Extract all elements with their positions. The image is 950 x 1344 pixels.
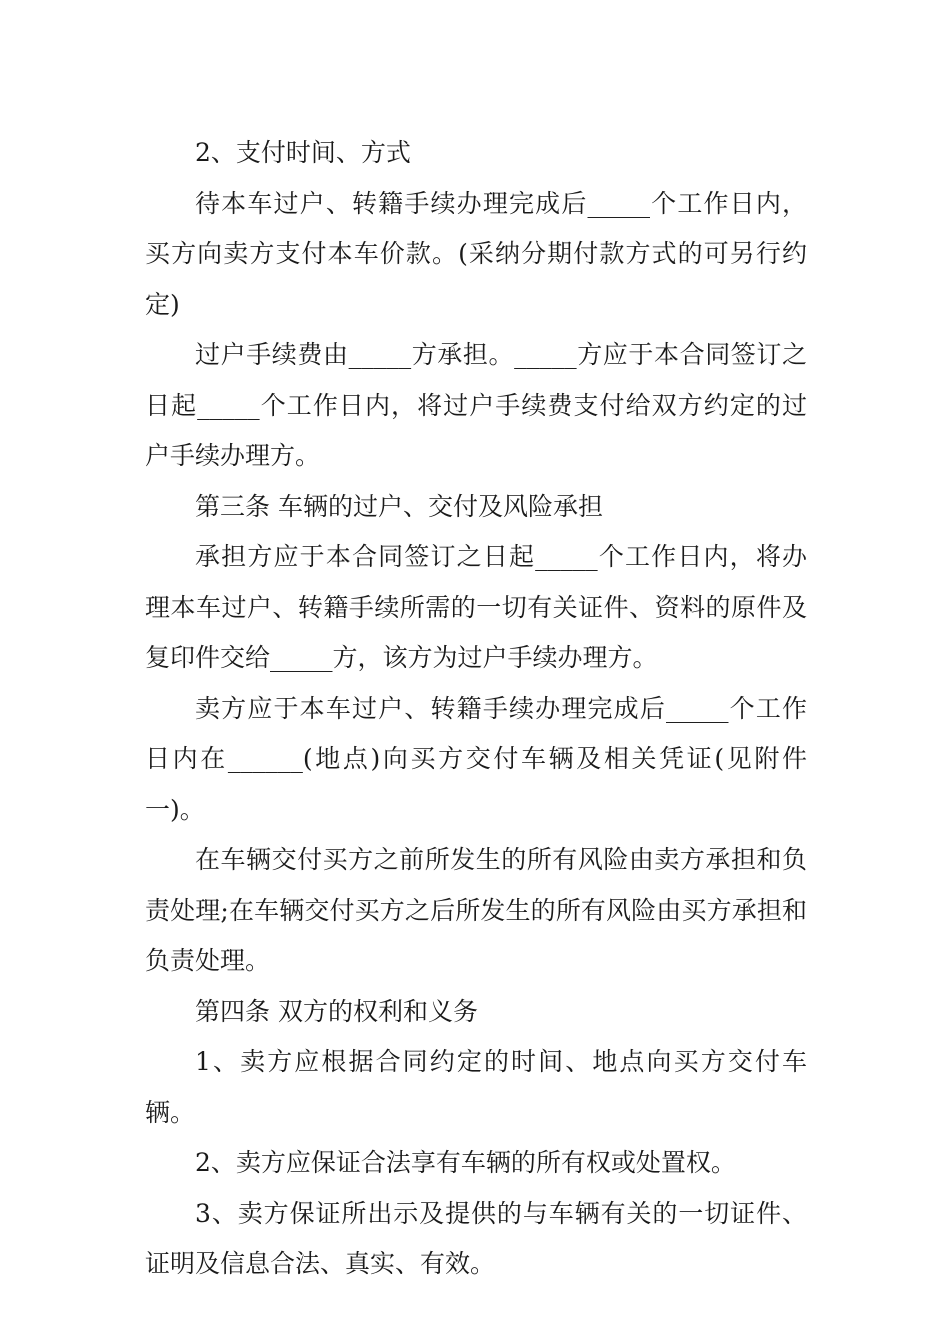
paragraph: 2、卖方应保证合法享有车辆的所有权或处置权。 (195, 1148, 736, 1177)
section-item-heading: 2、支付时间、方式 (195, 138, 411, 167)
paragraph: 在车辆交付买方之前所发生的所有风险由卖方承担和负责处理;在车辆交付买方之后所发生的所有风险由买方承担和负责处理。 (145, 845, 807, 975)
paragraph: 待本车过户、转籍手续办理完成后_____个工作日内，买方向卖方支付本车价款。(采纳分期付款方式的可另行约定) (145, 188, 807, 319)
paragraph: 承担方应于本合同签订之日起_____个工作日内，将办理本车过户、转籍手续所需的一切有关证件、资料的原件及复印件交给_____方，该方为过户手续办理方。 (145, 542, 807, 672)
paragraph: 1、卖方应根据合同约定的时间、地点向买方交付车辆。 (145, 1047, 807, 1127)
paragraph: 过户手续费由_____方承担。_____方应于本合同签订之日起_____个工作日内，将过户手续费支付给双方约定的过户手续办理方。 (145, 340, 807, 470)
article-heading: 第四条 双方的权利和义务 (195, 996, 478, 1026)
article-heading: 第三条 车辆的过户、交付及风险承担 (195, 491, 603, 521)
document-page (145, 128, 807, 1290)
paragraph: 卖方应于本车过户、转籍手续办理完成后_____个工作日内在______(地点)向买方交付车辆及相关凭证(见附件一)。 (145, 693, 807, 824)
paragraph: 3、卖方保证所出示及提供的与车辆有关的一切证件、证明及信息合法、真实、有效。 (145, 1198, 807, 1278)
